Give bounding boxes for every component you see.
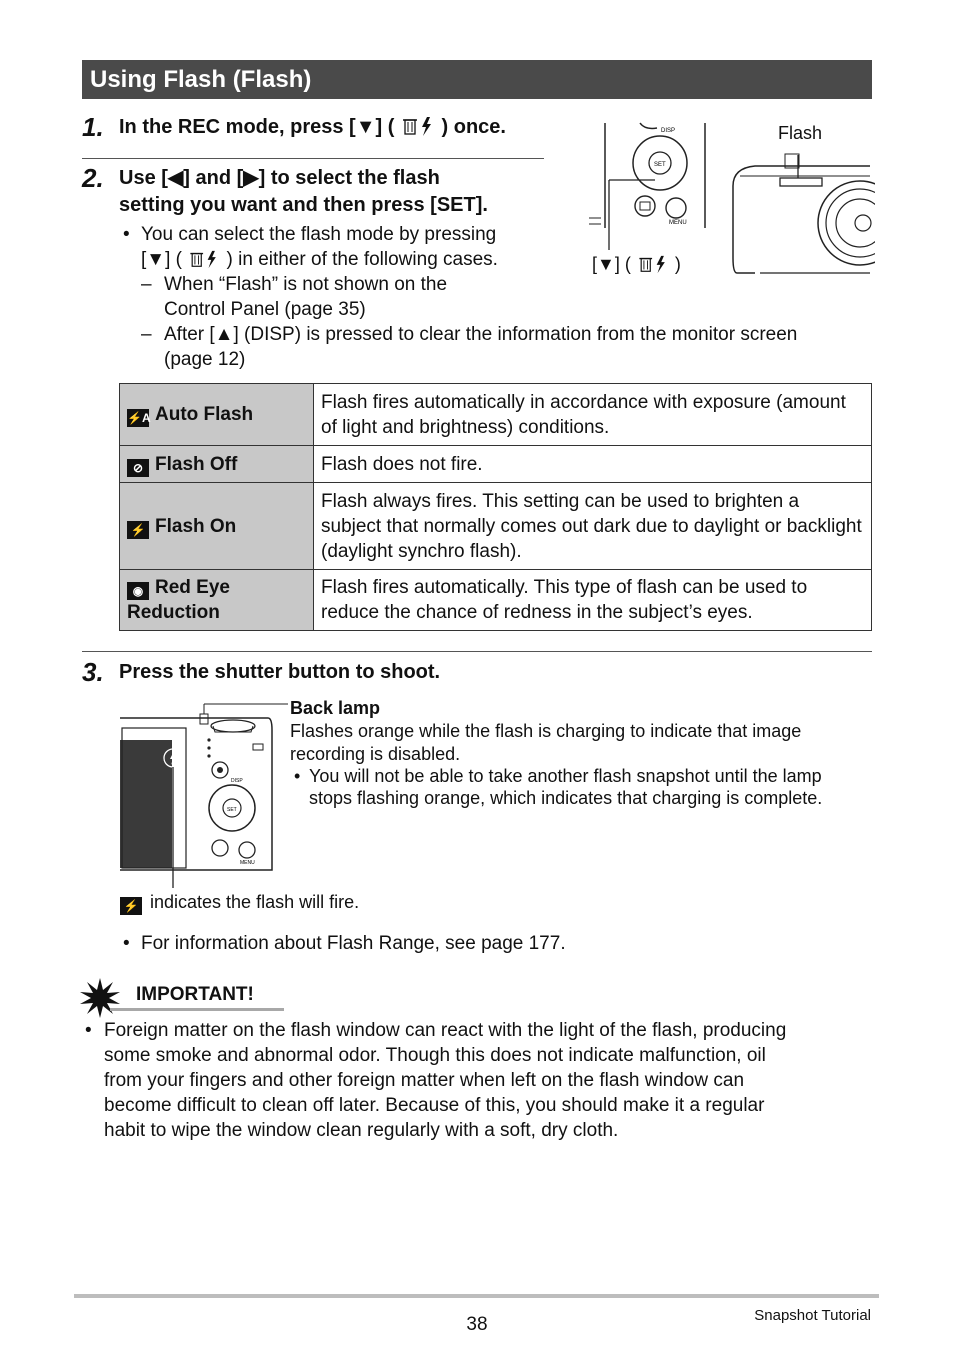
- disp-label: DISP: [231, 778, 243, 784]
- set-label: SET: [227, 807, 237, 813]
- table-row: [120, 446, 872, 483]
- mode-label: Auto Flash: [155, 404, 254, 425]
- section-title: Using Flash (Flash): [82, 60, 872, 99]
- trash-flash-icon: [636, 254, 670, 274]
- table-row: [120, 570, 872, 631]
- back-lamp-line-1: Flashes orange while the flash is charging to indicate that image: [290, 721, 802, 741]
- trash-flash-icon: [400, 115, 436, 137]
- dash-1-line-2: Control Panel (page 35): [164, 299, 366, 320]
- flash-range-note: For information about Flash Range, see page 177.: [141, 933, 566, 954]
- dash-2-line-1: After [▲] (DISP) is pressed to clear the information from the monitor screen: [164, 324, 798, 345]
- page-number: 38: [466, 1314, 488, 1335]
- footer-section: Snapshot Tutorial: [754, 1307, 871, 1324]
- step-1-text: [119, 114, 506, 141]
- button-label-a: [▼] (: [592, 254, 631, 274]
- disp-label: DISP: [661, 128, 676, 134]
- important-underline: [110, 1008, 284, 1011]
- flash-callout-label: Flash: [778, 123, 823, 143]
- step-divider: [82, 651, 872, 652]
- flash-mode-table: [119, 383, 872, 631]
- bullet-marker: •: [294, 766, 301, 786]
- flash-off-icon: ⊘: [127, 459, 149, 477]
- mode-description: Flash always fires. This setting can be used to brighten a subject that normally comes out dark due to daylight or backlight (daylight synchro flash).: [314, 483, 872, 570]
- important-line-5: habit to wipe the window clean regularly with a soft, dry cloth.: [104, 1120, 619, 1141]
- back-lamp-heading: Back lamp: [290, 698, 381, 718]
- step-1-text-b: ) once.: [441, 116, 506, 138]
- important-burst-icon: [80, 978, 120, 1018]
- step-2-line-1: Use [◀] and [▶] to select the flash: [119, 167, 440, 189]
- bullet-marker: •: [123, 224, 130, 245]
- important-line-1: Foreign matter on the flash window can react with the light of the flash, producing: [104, 1020, 787, 1041]
- mode-label: Red Eye: [155, 577, 230, 598]
- mode-label-continued: Reduction: [127, 602, 220, 623]
- back-lamp-bullet-line-1: You will not be able to take another flash snapshot until the lamp: [309, 766, 822, 786]
- mode-description: Flash fires automatically in accordance with exposure (amount of light and brightness) conditions.: [314, 384, 872, 446]
- important-label: IMPORTANT!: [136, 984, 254, 1005]
- flash-fire-note-text: indicates the flash will fire.: [150, 892, 360, 912]
- mode-label: Flash On: [155, 515, 237, 537]
- back-lamp-line-2: recording is disabled.: [290, 744, 461, 764]
- dash-marker: –: [141, 274, 152, 295]
- mode-label-cell: [120, 384, 314, 446]
- back-lamp-bullet-line-2: stops flashing orange, which indicates that charging is complete.: [309, 788, 823, 808]
- step-1-text-a: In the REC mode, press [▼] (: [119, 116, 395, 138]
- trash-flash-icon: [187, 249, 221, 269]
- flash-on-icon: ⚡: [120, 897, 142, 915]
- mode-description: Flash does not fire.: [314, 446, 872, 483]
- mode-label-cell: [120, 570, 314, 631]
- red-eye-icon: ◉: [127, 582, 149, 600]
- step-2-line-2: setting you want and then press [SET].: [119, 194, 488, 216]
- step-2-bullet-line-2: [141, 247, 498, 272]
- mode-description: Flash fires automatically. This type of flash can be used to reduce the chance of redness in the subject’s eyes.: [314, 570, 872, 631]
- table-row: [120, 384, 872, 446]
- button-callout-label: [592, 253, 681, 275]
- bullet-marker: •: [123, 933, 130, 954]
- step-2-number: 2.: [82, 163, 104, 193]
- set-label: SET: [654, 162, 666, 168]
- mode-label-cell: [120, 446, 314, 483]
- camera-back-lamp-illustration: [118, 700, 290, 890]
- important-line-3: from your fingers and other foreign matter when left on the flash window can: [104, 1070, 745, 1091]
- footer-rule: [74, 1294, 879, 1298]
- step-divider: [82, 158, 544, 159]
- dash-marker: –: [141, 324, 152, 345]
- step-2-bullet-line-1: You can select the flash mode by pressing: [141, 224, 497, 245]
- menu-label: MENU: [669, 220, 687, 226]
- flash-on-icon: ⚡: [127, 521, 149, 539]
- bullet-text-b: ) in either of the following cases.: [226, 249, 498, 270]
- step-3-number: 3.: [82, 657, 104, 687]
- button-label-b: ): [674, 254, 681, 274]
- dash-2-line-2: (page 12): [164, 349, 246, 370]
- bullet-marker: •: [85, 1020, 92, 1041]
- mode-label-cell: [120, 483, 314, 570]
- menu-label: MENU: [240, 860, 255, 866]
- mode-label: Flash Off: [155, 453, 238, 475]
- flash-fire-note: [120, 891, 359, 915]
- important-line-4: become difficult to clean off later. Because of this, you should make it a regular: [104, 1095, 765, 1116]
- step-1-number: 1.: [82, 112, 104, 142]
- important-line-2: some smoke and abnormal odor. Though this does not indicate malfunction, oil: [104, 1045, 766, 1066]
- dash-1-line-1: When “Flash” is not shown on the: [164, 274, 448, 295]
- step-3-text: Press the shutter button to shoot.: [119, 661, 441, 683]
- auto-flash-icon: ⚡A: [127, 411, 151, 425]
- bullet-text-a: [▼] (: [141, 249, 182, 270]
- table-row: [120, 483, 872, 570]
